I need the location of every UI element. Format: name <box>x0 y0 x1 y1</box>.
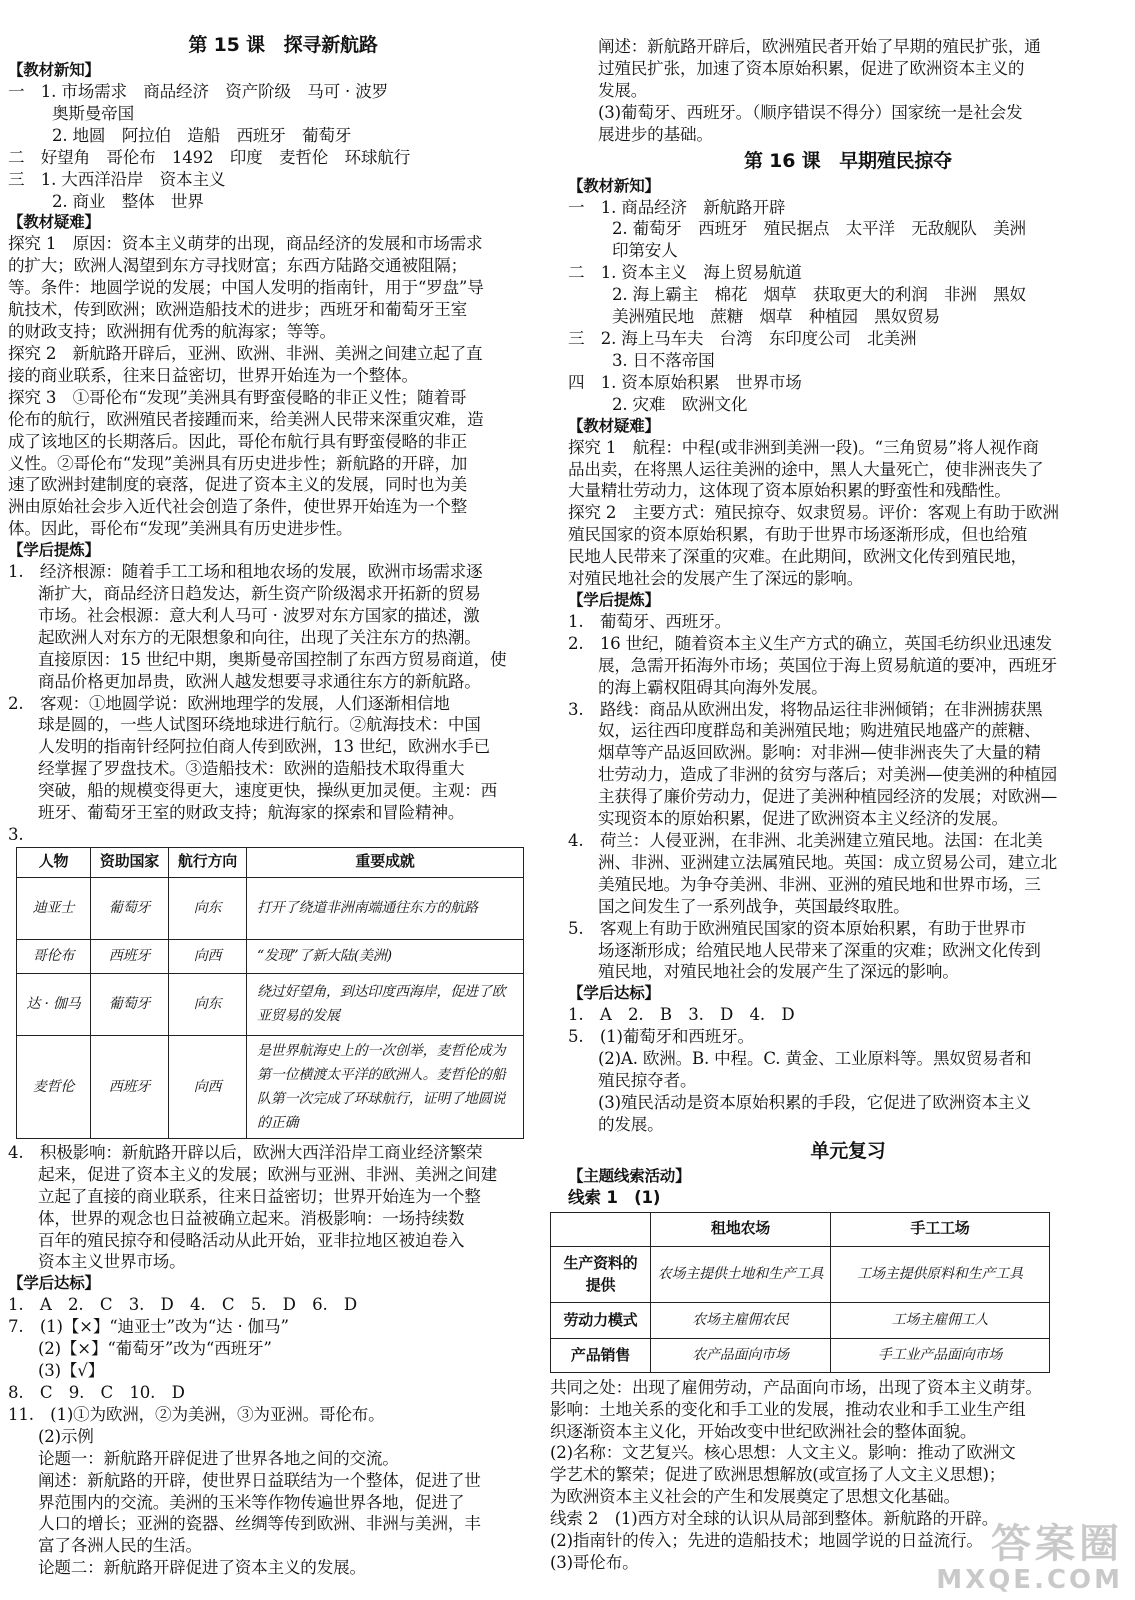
text-line: 一 1. 商品经济 新航路开辟 <box>568 197 786 217</box>
text-line: 1. A 2. C 3. D 4. C 5. D 6. D <box>8 1295 358 1315</box>
text-line: 的扩大；欧洲人渴望到东方寻找财富；东西方陆路交通被阻隔； <box>8 256 468 276</box>
text-line: 美殖民地。为争夺美洲、非洲、亚洲的殖民地和世界市场，三 <box>598 874 1041 894</box>
section-heading: 【学后提炼】 <box>568 590 660 609</box>
text-line: 实现资本的原始积累，促进了欧洲资本主义经济的发展。 <box>598 809 1008 829</box>
cell-country: 葡萄牙 <box>91 973 169 1035</box>
text-line: 突破，船的规模变得更大，速度更快，操纵更加灵便。主观：西 <box>38 781 498 801</box>
text-line: 2. 葡萄牙 西班牙 殖民据点 太平洋 无敌舰队 美洲 <box>612 219 1026 239</box>
farm-workshop-table <box>550 1212 1050 1373</box>
cell-person: 哥伦布 <box>17 939 91 973</box>
text-line: 义性。②哥伦布“发现”美洲具有历史进步性；新航路的开辟，加 <box>8 453 468 473</box>
text-line: 学艺术的繁荣；促进了欧洲思想解放(或宣扬了人文主义思想)； <box>550 1465 1006 1485</box>
table-row <box>551 1302 1050 1338</box>
table-header-row <box>551 1212 1050 1246</box>
text-line: 烟草等产品返回欧洲。影响：对非洲—使非洲丧失了大量的精 <box>598 743 1041 763</box>
navigators-table <box>16 847 524 1139</box>
text-line: 对殖民地社会的发展产生了深远的影响。 <box>568 569 864 589</box>
text-line: 洲、非洲、亚洲建立法属殖民地。英国：成立贸易公司，建立北 <box>598 852 1058 872</box>
text-line: 球是圆的，一些人试图环绕地球进行航行。②航海技术：中国 <box>38 715 481 735</box>
text-line: 共同之处：出现了雇佣劳动，产品面向市场，出现了资本主义萌芽。 <box>550 1377 1042 1397</box>
text-line: 5. 客观上有助于欧洲殖民国家的资本原始积累，有助于世界市 <box>568 918 1027 938</box>
text-line: 人口的增长；亚洲的瓷器、丝绸等传到欧洲、非洲与美洲，丰 <box>38 1514 481 1534</box>
cell-person: 麦哲伦 <box>17 1035 91 1138</box>
cell-achievement: 是世界航海史上的一次创举，麦哲伦成为第一位横渡太平洋的欧洲人。麦哲伦的船队第一次完成了环球航行，证明了地圆说的正确 <box>247 1035 524 1138</box>
text-line: 速了欧洲封建制度的衰落，促进了资本主义的发展，同时也为美 <box>8 475 468 495</box>
text-line: 为欧洲资本主义社会的产生和发展奠定了思想文化基础。 <box>550 1487 960 1507</box>
cell-farm: 农场主雇佣农民 <box>651 1302 831 1338</box>
table-header-row <box>17 847 524 877</box>
text-line: 展，急需开拓海外市场；英国位于海上贸易航道的要冲，西班牙 <box>598 655 1058 675</box>
table-row <box>17 1035 524 1138</box>
row-label: 产品销售 <box>551 1338 651 1372</box>
text-line: 5. (1)葡萄牙和西班牙。 <box>568 1027 754 1047</box>
header-achievement: 重要成就 <box>247 847 524 877</box>
text-line: 探究 2 主要方式：殖民掠夺、奴隶贸易。评价：客观上有助于欧洲 <box>568 503 1059 523</box>
cell-farm: 农场主提供土地和生产工具 <box>651 1246 831 1302</box>
text-line: 殖民国家的资本原始积累，有助于世界市场逐渐形成，但也给殖 <box>568 525 1028 545</box>
text-line: (2)指南针的传入；先进的造船技术；地圆学说的日益流行。 <box>550 1531 983 1551</box>
lesson-16-title: 第 16 课 早期殖民掠夺 <box>743 149 953 172</box>
text-line: 论题一：新航路开辟促进了世界各地之间的交流。 <box>38 1448 399 1468</box>
text-line: 商品价格更加昂贵，欧洲人越发想要寻求通往东方的新航路。 <box>38 671 481 691</box>
text-line: 体。因此，哥伦布“发现”美洲具有历史进步性。 <box>8 519 353 539</box>
text-line: 印第安人 <box>612 241 678 261</box>
text-line: 起欧洲人对东方的无限想象和向往，出现了关注东方的热潮。 <box>38 627 481 647</box>
text-line: (2)A. 欧洲。B. 中程。C. 黄金、工业原料等。黑奴贸易者和 <box>598 1049 1032 1069</box>
text-line: (3)【√】 <box>38 1361 105 1381</box>
cell-workshop: 工场主提供原料和生产工具 <box>831 1246 1050 1302</box>
section-heading: 【教材新知】 <box>8 61 100 79</box>
header-country: 资助国家 <box>91 847 169 877</box>
text-line: (3)哥伦布。 <box>550 1552 639 1572</box>
text-line: 1. A 2. B 3. D 4. D <box>568 1005 795 1025</box>
cell-country: 西班牙 <box>91 939 169 973</box>
header-farm: 租地农场 <box>651 1212 831 1246</box>
text-line: 渐扩大，商品经济日趋发达，新生资产阶级渴求开拓新的贸易 <box>38 584 481 604</box>
text-line: 三 2. 海上马车夫 台湾 东印度公司 北美洲 <box>568 328 917 348</box>
text-line: 发展。 <box>598 80 648 100</box>
section-heading: 【学后提炼】 <box>8 541 100 560</box>
clue-label: 线索 1 (1) <box>568 1187 661 1207</box>
text-line: 1. 经济根源：随着手工工场和租地农场的发展，欧洲市场需求逐 <box>8 562 483 582</box>
text-line: 立起了直接的商业联系，往来日益密切；世界开始连为一个整 <box>38 1186 481 1206</box>
text-line: 经掌握了罗盘技术。③造船技术：欧洲的造船技术取得重大 <box>38 759 465 779</box>
text-line: 伦布的航行，欧洲殖民者接踵而来，给美洲人民带来深重灾难，造 <box>8 409 484 429</box>
header-person: 人物 <box>17 847 91 877</box>
text-line: 接的商业联系，往来日益密切，世界开始连为一个整体。 <box>8 365 418 385</box>
text-line: 起来，促进了资本主义的发展；欧洲与亚洲、非洲、美洲之间建 <box>38 1164 498 1184</box>
text-line: 壮劳动力，造成了非洲的贫穷与落后；对美洲—使美洲的种植园 <box>598 765 1058 785</box>
text-line: 富了各洲人民的生活。 <box>38 1536 202 1556</box>
text-line: 国之间发生了一系列战争，英国最终取胜。 <box>598 896 910 916</box>
text-line: 市场。社会根源：意大利人马可 · 波罗对东方国家的描述，激 <box>38 605 480 625</box>
cell-direction: 向东 <box>169 877 247 939</box>
text-line: 织逐渐资本主义化，开始改变中世纪欧洲社会的整体面貌。 <box>550 1421 977 1441</box>
text-line: 线索 2 (1)西方对全球的认识从局部到整体。新航路的开辟。 <box>550 1509 999 1529</box>
section-heading: 【主题线索活动】 <box>568 1166 691 1185</box>
text-line: (2)名称：文艺复兴。核心思想：人文主义。影响：推动了欧洲文 <box>550 1443 1016 1463</box>
text-line: 美洲殖民地 蔗糖 烟草 种植园 黑奴贸易 <box>612 307 940 327</box>
section-heading: 【学后达标】 <box>8 1274 100 1293</box>
text-line: 大量精壮劳动力，这体现了资本原始积累的野蛮性和残酷性。 <box>568 481 1011 501</box>
text-line: 二 1. 资本主义 海上贸易航道 <box>568 263 802 283</box>
cell-country: 西班牙 <box>91 1035 169 1138</box>
text-line: 殖民掠夺者。 <box>598 1071 697 1091</box>
text-line: 四 1. 资本原始积累 世界市场 <box>568 372 802 392</box>
cell-achievement: 打开了绕道非洲南端通往东方的航路 <box>247 877 524 939</box>
cell-direction: 向东 <box>169 973 247 1035</box>
row-label: 生产资料的提供 <box>551 1246 651 1302</box>
text-line: 殖民地，对殖民地社会的发展产生了深远的影响。 <box>598 962 959 982</box>
text-line: 主获得了廉价劳动力，促进了美洲种植园经济的发展；对欧洲— <box>598 787 1058 807</box>
text-line: 三 1. 大西洋沿岸 资本主义 <box>8 169 226 189</box>
cell-direction: 向西 <box>169 939 247 973</box>
table-row <box>17 973 524 1035</box>
header-direction: 航行方向 <box>169 847 247 877</box>
text-line: 成了该地区的长期落后。因此，哥伦布航行具有野蛮侵略的非正 <box>8 431 468 451</box>
text-line: (3)葡萄牙、西班牙。（顺序错误不得分）国家统一是社会发 <box>598 102 1023 122</box>
cell-person: 达 · 伽马 <box>17 973 91 1035</box>
text-line: 3. 日不落帝国 <box>612 350 715 370</box>
text-line: 3. 路线：商品从欧洲出发，将物品运往非洲倾销；在非洲掳获黑 <box>568 699 1043 719</box>
text-line: 11. (1)①为欧洲，②为美洲，③为亚洲。哥伦布。 <box>8 1404 385 1424</box>
cell-country: 葡萄牙 <box>91 877 169 939</box>
row-label: 劳动力模式 <box>551 1302 651 1338</box>
text-line: 展进步的基础。 <box>598 124 713 144</box>
header-workshop: 手工工场 <box>831 1212 1050 1246</box>
text-line: 等。条件：地圆学说的发展；中国人发明的指南针，用于“罗盘”导 <box>8 278 484 298</box>
text-line: 体，世界的观念也日益被确立起来。消极影响：一场持续数 <box>38 1208 465 1228</box>
text-line: (2)【×】“葡萄牙”改为“西班牙” <box>38 1339 272 1359</box>
text-line: 探究 3 ①哥伦布“发现”美洲具有野蛮侵略的非正义性；随着哥 <box>8 387 467 407</box>
text-line: 8. C 9. C 10. D <box>8 1382 185 1402</box>
text-line: 洲由原始社会步入近代社会创造了条件，使世界开始连为一个整 <box>8 497 468 517</box>
text-line: 奥斯曼帝国 <box>52 103 134 123</box>
site-watermark <box>936 1522 1123 1594</box>
text-line: 2. 海上霸主 棉花 烟草 获取更大的利润 非洲 黑奴 <box>612 285 1026 305</box>
text-line: 1. 葡萄牙、西班牙。 <box>568 611 731 631</box>
left-column <box>8 30 558 1579</box>
table-row <box>17 939 524 973</box>
table-row <box>17 877 524 939</box>
cell-person: 迪亚士 <box>17 877 91 939</box>
text-line: 的财政支持；欧洲拥有优秀的航海家；等等。 <box>8 322 336 342</box>
text-line: 阐述：新航路的开辟，使世界日益联结为一个整体，促进了世 <box>38 1470 481 1490</box>
text-line: 影响：土地关系的变化和手工业的发展，推动农业和手工业生产组 <box>550 1399 1026 1419</box>
right-column <box>550 36 1128 1574</box>
text-line: 阐述：新航路开辟后，欧洲殖民者开始了早期的殖民扩张，通 <box>598 37 1041 56</box>
text-line: 的发展。 <box>598 1114 664 1134</box>
text-line: 品出卖，在将黑人运往美洲的途中，黑人大量死亡，使非洲丧失了 <box>568 459 1044 479</box>
text-line: 二 好望角 哥伦布 1492 印度 麦哲伦 环球航行 <box>8 147 411 167</box>
cell-achievement: “发现”了新大陆(美洲) <box>247 939 524 973</box>
header-blank <box>551 1212 651 1246</box>
text-line: 的海上霸权阻碍其向海外发展。 <box>598 677 828 697</box>
text-line: 论题二：新航路开辟促进了资本主义的发展。 <box>38 1558 366 1578</box>
watermark-logo-text: 答案圈 <box>991 1521 1123 1567</box>
text-line: 一 1. 市场需求 商品经济 资产阶级 马可 · 波罗 <box>8 82 388 101</box>
cell-workshop: 手工业产品面向市场 <box>831 1338 1050 1372</box>
text-line: 7. (1)【×】“迪亚士”改为“达 · 伽马” <box>8 1317 289 1337</box>
text-line: 航技术，传到欧洲；欧洲造船技术的进步；西班牙和葡萄牙王室 <box>8 300 468 320</box>
text-line: 探究 2 新航路开辟后，亚洲、欧洲、非洲、美洲之间建立起了直 <box>8 343 483 363</box>
text-line: 资本主义世界市场。 <box>38 1252 186 1272</box>
cell-farm: 农产品面向市场 <box>651 1338 831 1372</box>
watermark-url: MXQE.COM <box>936 1565 1123 1595</box>
text-line: 人发明的指南针经阿拉伯商人传到欧洲，13 世纪，欧洲水手已 <box>38 737 491 757</box>
cell-workshop: 工场主雇佣工人 <box>831 1302 1050 1338</box>
text-line: 4. 荷兰：人侵亚洲，在非洲、北美洲建立殖民地。法国：在北美 <box>568 831 1043 850</box>
text-line: (2)示例 <box>38 1426 94 1446</box>
text-line: 2. 16 世纪，随着资本主义生产方式的确立，英国毛纺织业迅速发 <box>568 633 1052 653</box>
text-line: 2. 地圆 阿拉伯 造船 西班牙 葡萄牙 <box>52 125 352 145</box>
section-heading: 【教材新知】 <box>568 176 660 195</box>
text-line: 2. 商业 整体 世界 <box>52 191 204 211</box>
text-line: 民地人民带来了深重的灾难。在此期间，欧洲文化传到殖民地， <box>568 547 1028 567</box>
question-number: 3. <box>8 825 24 844</box>
text-line: 探究 1 原因：资本主义萌芽的出现，商品经济的发展和市场需求 <box>8 234 483 254</box>
text-line: 百年的殖民掠夺和侵略活动从此开始，亚非拉地区被迫卷入 <box>38 1230 465 1250</box>
table-row <box>551 1338 1050 1372</box>
section-heading: 【教材疑难】 <box>568 416 660 435</box>
text-line: (3)殖民活动是资本原始积累的手段，它促进了欧洲资本主义 <box>598 1092 1031 1112</box>
text-line: 界范围内的交流。美洲的玉米等作物传遍世界各地，促进了 <box>38 1492 465 1512</box>
text-line: 班牙、葡萄牙王室的财政支持；航海家的探索和冒险精神。 <box>38 803 465 823</box>
text-line: 探究 1 航程：中程(或非洲到美洲一段)。“三角贸易”将人视作商 <box>568 437 1039 457</box>
unit-review-title: 单元复习 <box>810 1139 886 1162</box>
text-line: 4. 积极影响：新航路开辟以后，欧洲大西洋沿岸工商业经济繁荣 <box>8 1142 483 1162</box>
cell-direction: 向西 <box>169 1035 247 1138</box>
text-line: 直接原因：15 世纪中期，奥斯曼帝国控制了东西方贸易商道，使 <box>38 649 507 669</box>
cell-achievement: 绕过好望角，到达印度西海岸，促进了欧亚贸易的发展 <box>247 973 524 1035</box>
lesson-15-title: 第 15 课 探寻新航路 <box>188 34 378 56</box>
text-line: 2. 灾难 欧洲文化 <box>612 394 748 414</box>
text-line: 奴，运往西印度群岛和美洲殖民地；购进殖民地盛产的蔗糖、 <box>598 721 1041 741</box>
section-heading: 【教材疑难】 <box>8 213 100 232</box>
text-line: 场逐渐形成；给殖民地人民带来了深重的灾难；欧洲文化传到 <box>598 940 1041 960</box>
section-heading: 【学后达标】 <box>568 984 660 1003</box>
text-line: 过殖民扩张，加速了资本原始积累，促进了欧洲资本主义的 <box>598 58 1025 78</box>
table-row <box>551 1246 1050 1302</box>
text-line: 2. 客观：①地圆学说：欧洲地理学的发展，人们逐渐相信地 <box>8 693 450 713</box>
